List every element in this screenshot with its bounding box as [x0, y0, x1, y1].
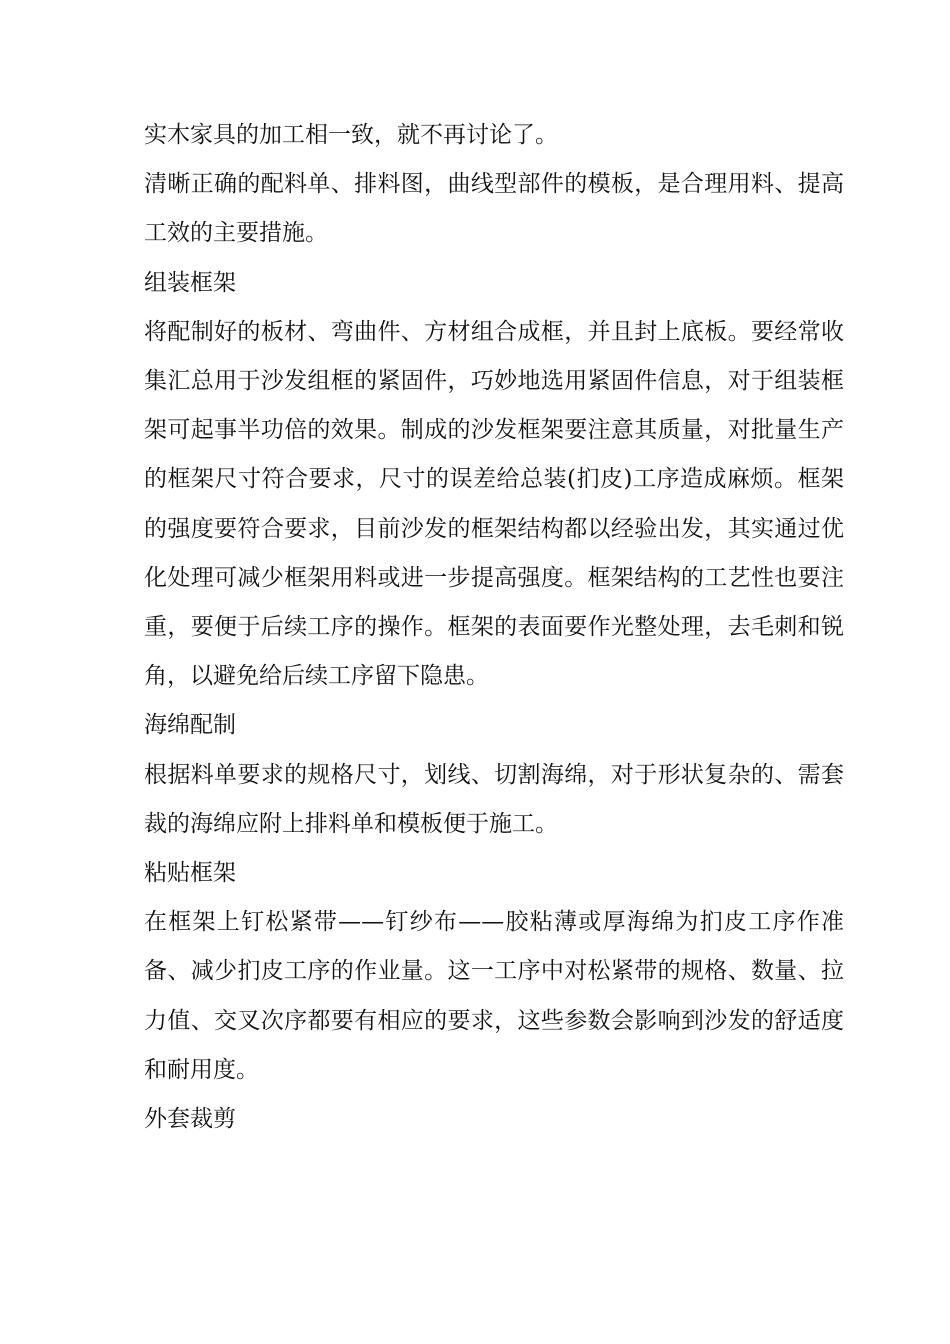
heading-frame-assembly: 组装框架 — [144, 269, 236, 296]
paragraph-cutting-list: 清晰正确的配料单、排料图，曲线型部件的模板，是合理用料、提高工效的主要措施。 — [144, 171, 844, 247]
heading-sponge-preparation: 海绵配制 — [144, 712, 236, 739]
heading-frame-gluing: 粘贴框架 — [144, 860, 236, 887]
paragraph-frame-assembly: 将配制好的板材、弯曲件、方材组合成框，并且封上底板。要经常收集汇总用于沙发组框的紧固件，巧妙地选用紧固件信息，对于组装框架可起事半功倍的效果。制成的沙发框架要注意其质量，对批量生产的框架尺寸符合要求，尺寸的误差给总装(扪皮)工序造成麻烦。框架的强度要符合要求，目前沙发的框架结构都以经验出发，其实通过优化处理可减少框架用料或进一步提高强度。框架结构的工艺性也要注重，要便于后续工序的操作。框架的表面要作光整处理，去毛刺和锐角，以避免给后续工序留下隐患。 — [144, 318, 844, 690]
paragraph-sponge-preparation: 根据料单要求的规格尺寸，划线、切割海绵，对于形状复杂的、需套裁的海绵应附上排料单和模板便于施工。 — [144, 761, 844, 837]
paragraph-intro-end: 实木家具的加工相一致，就不再讨论了。 — [144, 122, 558, 148]
paragraph-frame-gluing: 在框架上钉松紧带——钉纱布——胶粘薄或厚海绵为扪皮工序作准备、减少扪皮工序的作业量。这一工序中对松紧带的规格、数量、拉力值、交叉次序都要有相应的要求，这些参数会影响到沙发的舒适度和耐用度。 — [144, 909, 844, 1083]
heading-cover-cutting: 外套裁剪 — [144, 1106, 236, 1133]
document-page — [144, 111, 844, 1144]
